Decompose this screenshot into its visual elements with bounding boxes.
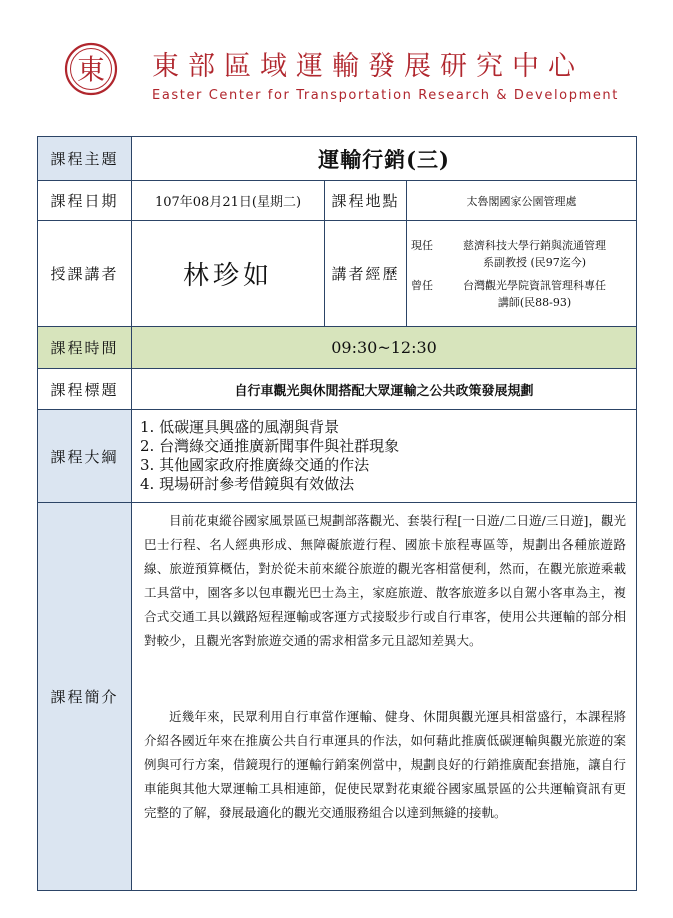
experience-former-tag: 曾任 (411, 278, 433, 292)
intro-text (132, 503, 637, 891)
time-label: 課程時間 (38, 327, 132, 369)
time-row (38, 327, 637, 369)
date-value: 107年08月21日(星期二) (132, 181, 325, 221)
topic-row (38, 137, 637, 181)
outline-row (38, 410, 637, 503)
subject-row (38, 369, 637, 410)
experience-former-line1: 台灣觀光學院資訊管理科專任 (463, 278, 607, 292)
letterhead (0, 0, 673, 135)
experience-current-line2: 系副教授 (民97迄今) (482, 255, 587, 269)
center-logo-icon (64, 42, 118, 96)
intro-label: 課程簡介 (38, 503, 132, 891)
experience-former (411, 277, 632, 294)
experience-spacer-2 (411, 294, 437, 311)
teacher-name: 林珍如 (132, 221, 325, 327)
experience-current-line1: 慈濟科技大學行銷與流通管理 (463, 238, 607, 252)
time-value: 09:30~12:30 (132, 327, 637, 369)
intro-gap (144, 653, 626, 705)
outline-item: 4. 現場研討參考借鏡與有效做法 (140, 475, 355, 493)
topic-value: 運輸行銷(三) (132, 137, 637, 181)
org-name-en: Easter Center for Transportation Research & Development (152, 88, 619, 103)
subject-label: 課程標題 (38, 369, 132, 410)
place-value: 太魯閣國家公園管理處 (407, 181, 637, 221)
teacher-row (38, 221, 637, 327)
experience-value (407, 221, 637, 327)
experience-current-tag: 現任 (411, 238, 433, 252)
outline-item: 2. 台灣綠交通推廣新聞事件與社群現象 (140, 437, 400, 455)
intro-paragraph-1: 目前花東縱谷國家風景區已規劃部落觀光、套裝行程[一日遊/二日遊/三日遊]，觀光巴士行程、名人經典形成、無障礙旅遊行程、國旅卡旅程專區等，規劃出各種旅遊路線、旅遊預算概估，對於從未前來縱谷旅遊的觀光客相當便利，然而，在觀光旅遊乘載工具當中，園客多以包車觀光巴士為主，家庭旅遊、散客旅遊多以自駕小客車為主，複合式交通工具以鐵路短程運輸或客運方式接駁步行或自行車客，使用公共運輸的部分相對較少，且觀光客對旅遊交通的需求相當多元且認知差異大。 (144, 513, 627, 648)
course-info-table (37, 136, 637, 891)
experience-former-cont (411, 294, 632, 311)
experience-spacer (411, 254, 437, 271)
outline-item: 1. 低碳運具興盛的風潮與背景 (140, 418, 340, 436)
outline-label: 課程大綱 (38, 410, 132, 503)
experience-label: 講者經歷 (325, 221, 407, 327)
org-name-zh: 東部區域運輸發展研究中心 (152, 51, 584, 82)
experience-former-line2: 講師(民88-93) (497, 295, 572, 309)
svg-text:東: 東 (76, 53, 106, 86)
date-label: 課程日期 (38, 181, 132, 221)
experience-current (411, 237, 632, 254)
intro-row (38, 503, 637, 891)
teacher-label: 授課講者 (38, 221, 132, 327)
subject-value: 自行車觀光與休閒搭配大眾運輸之公共政策發展規劃 (132, 369, 637, 410)
experience-current-cont (411, 254, 632, 271)
intro-paragraph-2: 近幾年來，民眾利用自行車當作運輸、健身、休閒與觀光運具相當盛行，本課程將介紹各國近年來在推廣公共自行車運具的作法，如何藉此推廣低碳運輸與觀光旅遊的案例與可行方案，借鏡現行的運輸行銷案例當中，規劃良好的行銷推廣配套措施，讓自行車能與其他大眾運輸工具相連節，促使民眾對花東縱谷國家風景區的公共運輸資訊有更完整的了解，發展最適化的觀光交通服務組合以達到無縫的接軌。 (144, 709, 627, 820)
topic-label: 課程主題 (38, 137, 132, 181)
place-label: 課程地點 (325, 181, 407, 221)
date-place-row (38, 181, 637, 221)
outline-list (132, 410, 637, 503)
outline-item: 3. 其他國家政府推廣綠交通的作法 (140, 456, 370, 474)
